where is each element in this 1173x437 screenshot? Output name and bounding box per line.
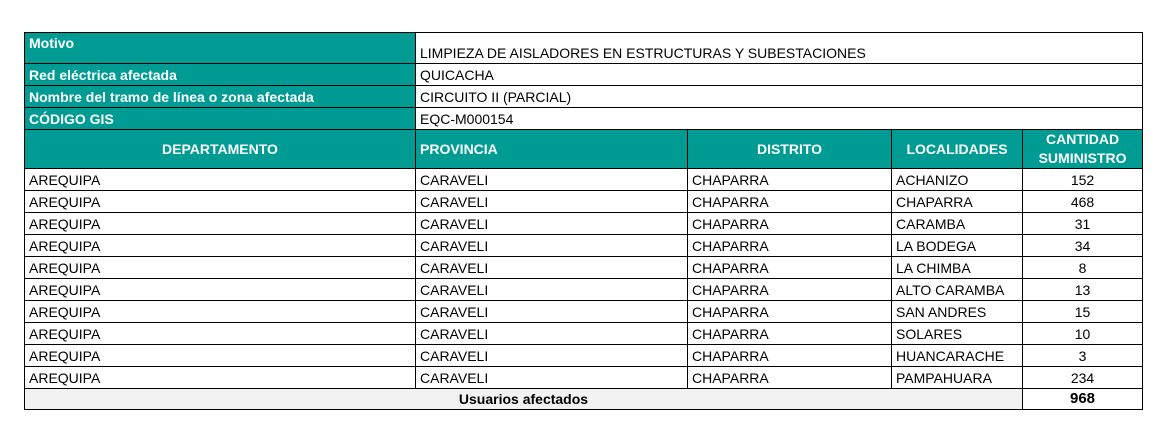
col-header-departamento: DEPARTAMENTO — [25, 130, 416, 169]
col-header-cantidad-line1: CANTIDAD — [1045, 131, 1120, 147]
red-label: Red eléctrica afectada — [25, 64, 416, 86]
cell-distrito: CHAPARRA — [688, 301, 892, 323]
cell-provincia: CARAVELI — [416, 257, 688, 279]
cell-localidad: SOLARES — [892, 323, 1023, 345]
cell-localidad: HUANCARACHE — [892, 345, 1023, 367]
cell-localidad: CARAMBA — [892, 213, 1023, 235]
table-row — [25, 235, 1143, 257]
column-header-row — [25, 130, 1143, 169]
motivo-label: Motivo — [25, 33, 416, 64]
red-value: QUICACHA — [416, 64, 1143, 86]
cell-distrito: CHAPARRA — [688, 257, 892, 279]
cell-departamento: AREQUIPA — [25, 279, 416, 301]
cell-departamento: AREQUIPA — [25, 235, 416, 257]
col-header-cantidad — [1023, 130, 1143, 169]
gis-value: EQC-M000154 — [416, 108, 1143, 130]
cell-departamento: AREQUIPA — [25, 169, 416, 191]
cell-provincia: CARAVELI — [416, 169, 688, 191]
tramo-row — [25, 86, 1143, 108]
table-row — [25, 191, 1143, 213]
total-row — [25, 389, 1143, 410]
cell-departamento: AREQUIPA — [25, 257, 416, 279]
cell-localidad: SAN ANDRES — [892, 301, 1023, 323]
cell-localidad: ACHANIZO — [892, 169, 1023, 191]
col-header-provincia: PROVINCIA — [416, 130, 688, 169]
cell-provincia: CARAVELI — [416, 367, 688, 389]
cell-provincia: CARAVELI — [416, 279, 688, 301]
motivo-value: LIMPIEZA DE AISLADORES EN ESTRUCTURAS Y SUBESTACIONES — [416, 33, 1143, 64]
cell-provincia: CARAVELI — [416, 191, 688, 213]
cell-cantidad: 152 — [1023, 169, 1143, 191]
table-row — [25, 279, 1143, 301]
col-header-distrito: DISTRITO — [688, 130, 892, 169]
cell-departamento: AREQUIPA — [25, 191, 416, 213]
table-row — [25, 323, 1143, 345]
cell-departamento: AREQUIPA — [25, 367, 416, 389]
tramo-value: CIRCUITO II (PARCIAL) — [416, 86, 1143, 108]
cell-provincia: CARAVELI — [416, 301, 688, 323]
cell-distrito: CHAPARRA — [688, 213, 892, 235]
cell-cantidad: 468 — [1023, 191, 1143, 213]
table-row — [25, 345, 1143, 367]
cell-localidad: ALTO CARAMBA — [892, 279, 1023, 301]
cell-localidad: LA BODEGA — [892, 235, 1023, 257]
cell-cantidad: 13 — [1023, 279, 1143, 301]
cell-provincia: CARAVELI — [416, 345, 688, 367]
cell-provincia: CARAVELI — [416, 213, 688, 235]
cell-distrito: CHAPARRA — [688, 367, 892, 389]
cell-cantidad: 3 — [1023, 345, 1143, 367]
cell-departamento: AREQUIPA — [25, 301, 416, 323]
motivo-row — [25, 33, 1143, 64]
cell-distrito: CHAPARRA — [688, 169, 892, 191]
col-header-localidades: LOCALIDADES — [892, 130, 1023, 169]
cell-provincia: CARAVELI — [416, 235, 688, 257]
cell-cantidad: 15 — [1023, 301, 1143, 323]
cell-cantidad: 8 — [1023, 257, 1143, 279]
cell-cantidad: 34 — [1023, 235, 1143, 257]
table-row — [25, 367, 1143, 389]
cell-localidad: LA CHIMBA — [892, 257, 1023, 279]
cell-localidad: CHAPARRA — [892, 191, 1023, 213]
table-row — [25, 169, 1143, 191]
col-header-cantidad-line2: SUMINISTRO — [1038, 150, 1127, 166]
total-value: 968 — [1023, 389, 1143, 410]
red-row — [25, 64, 1143, 86]
cell-cantidad: 234 — [1023, 367, 1143, 389]
cell-distrito: CHAPARRA — [688, 191, 892, 213]
cell-cantidad: 10 — [1023, 323, 1143, 345]
gis-label: CÓDIGO GIS — [25, 108, 416, 130]
affected-users-table — [24, 32, 1143, 410]
cell-departamento: AREQUIPA — [25, 213, 416, 235]
table-row — [25, 257, 1143, 279]
gis-row — [25, 108, 1143, 130]
cell-localidad: PAMPAHUARA — [892, 367, 1023, 389]
total-label: Usuarios afectados — [25, 389, 1023, 410]
cell-provincia: CARAVELI — [416, 323, 688, 345]
cell-distrito: CHAPARRA — [688, 279, 892, 301]
tramo-label: Nombre del tramo de línea o zona afectada — [25, 86, 416, 108]
cell-distrito: CHAPARRA — [688, 345, 892, 367]
cell-distrito: CHAPARRA — [688, 323, 892, 345]
cell-cantidad: 31 — [1023, 213, 1143, 235]
cell-distrito: CHAPARRA — [688, 235, 892, 257]
table-row — [25, 213, 1143, 235]
cell-departamento: AREQUIPA — [25, 345, 416, 367]
cell-departamento: AREQUIPA — [25, 323, 416, 345]
table-row — [25, 301, 1143, 323]
